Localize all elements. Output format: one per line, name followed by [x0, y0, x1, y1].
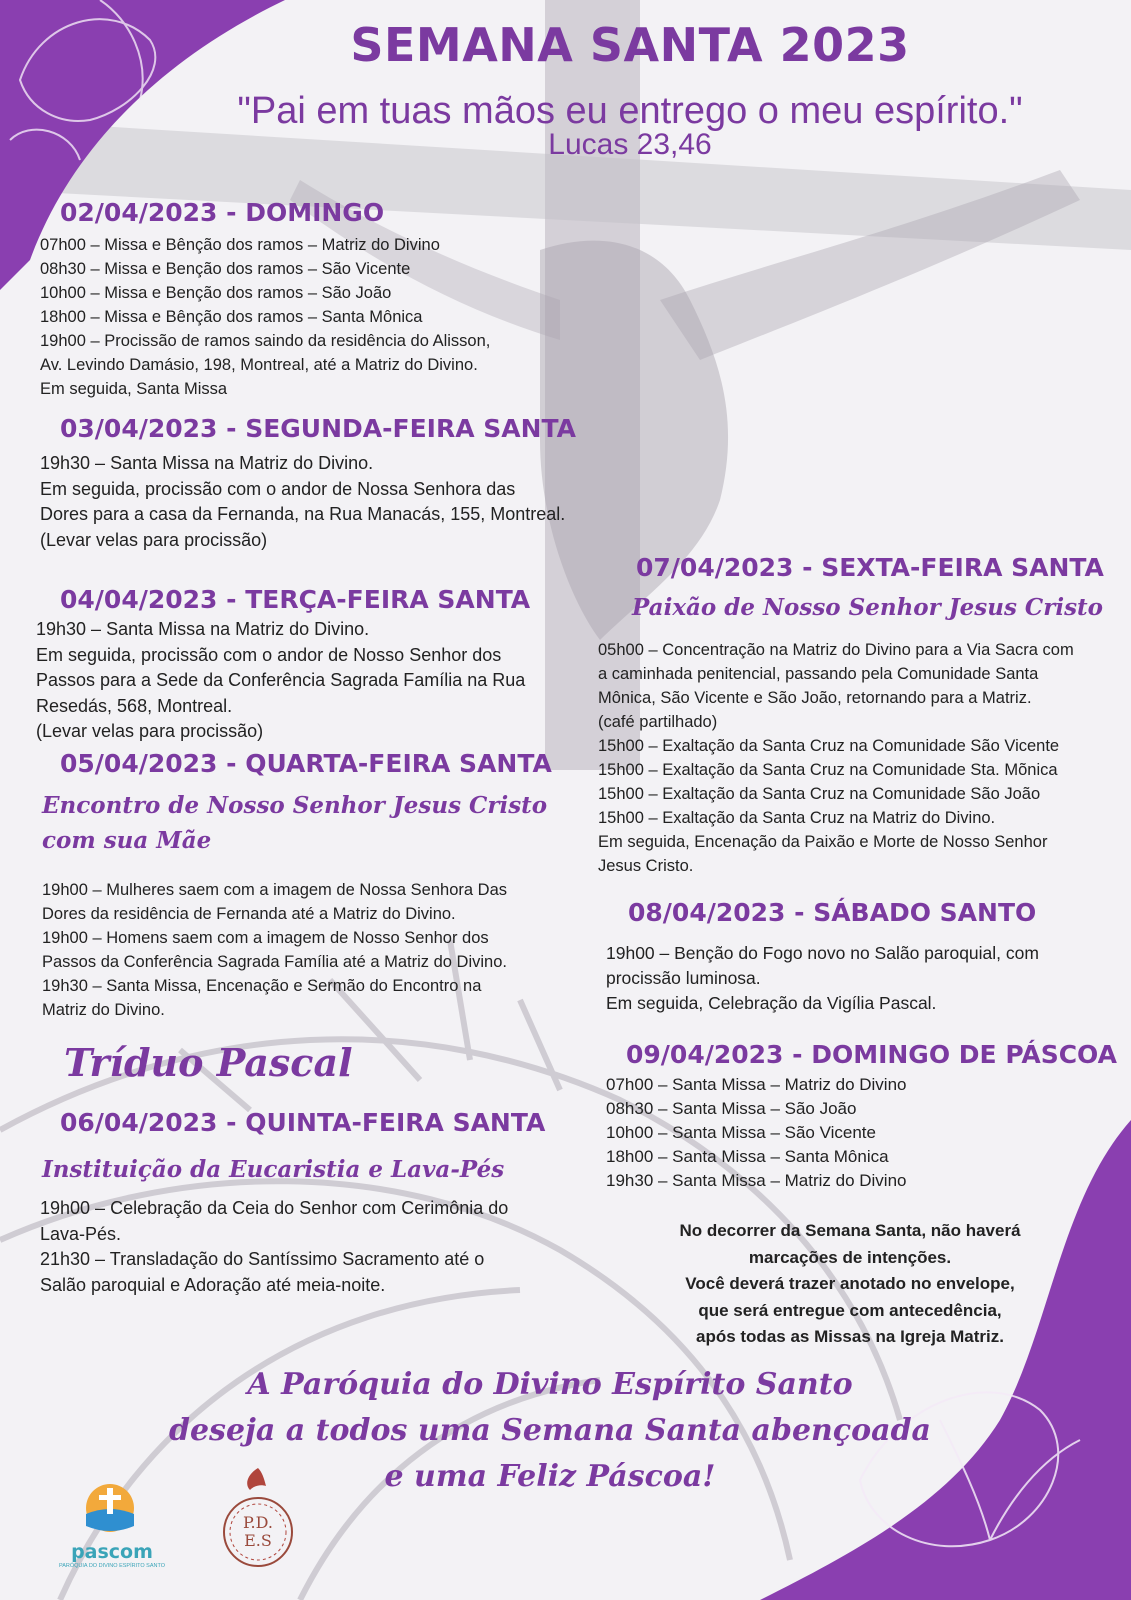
schedule-line: Passos para a Sede da Conferência Sagrada Família na Rua [36, 670, 526, 690]
schedule-line: 18h00 – Santa Missa – Santa Mônica [606, 1147, 889, 1166]
schedule-line: Em seguida, Celebração da Vigília Pascal. [606, 993, 937, 1013]
pascom-name: pascom [71, 1541, 153, 1563]
schedule-line: 15h00 – Exaltação da Santa Cruz na Comunidade Sta. Mõnica [598, 761, 1058, 779]
schedule-line: Em seguida, Santa Missa [40, 380, 228, 398]
schedule-line: Resedás, 568, Montreal. [36, 695, 233, 716]
closing-line: A Paróquia do Divino Espírito Santo [247, 1367, 853, 1402]
schedule-line: Passos da Conferência Sagrada Família até a Matriz do Divino. [42, 953, 507, 971]
schedule-line: 18h00 – Missa e Bênção dos ramos – Santa Mônica [40, 308, 423, 326]
schedule-line: Av. Levindo Damásio, 198, Montreal, até a Matriz do Divino. [40, 356, 478, 374]
schedule-line: Jesus Cristo. [598, 857, 694, 875]
schedule-line: Lava-Pés. [40, 1223, 122, 1244]
schedule-line: (Levar velas para procissão) [36, 721, 264, 741]
schedule-line: Em seguida, procissão com o andor de Nosso Senhor dos [36, 644, 502, 665]
day-schedule-06 [40, 1196, 600, 1298]
scripture-quote: "Pai em tuas mãos eu entrego o meu espírito." [237, 90, 1023, 132]
closing-line: deseja a todos uma Semana Santa abençoada [168, 1413, 931, 1448]
schedule-line: 07h00 – Missa e Bênção dos ramos – Matriz do Divino [40, 236, 440, 254]
schedule-line: 08h30 – Missa e Benção dos ramos – São Vicente [40, 260, 411, 278]
schedule-line: 21h30 – Transladação do Santíssimo Sacramento até o [40, 1249, 485, 1269]
notice-line: após todas as Missas na Igreja Matriz. [695, 1327, 1004, 1346]
notice-line: Você deverá trazer anotado no envelope, [685, 1274, 1015, 1293]
schedule-line: (Levar velas para procissão) [40, 529, 268, 550]
schedule-line: 19h30 – Santa Missa – Matriz do Divino [606, 1171, 907, 1190]
day-schedule-04 [36, 617, 596, 745]
day-subtitle-06: Instituição da Eucaristia e Lava-Pés [42, 1156, 505, 1183]
day-schedule-02 [40, 233, 580, 401]
schedule-line: 19h00 – Celebração da Ceia do Senhor com Cerimônia do [40, 1198, 509, 1218]
schedule-line: (café partilhado) [598, 713, 718, 731]
schedule-line: procissão luminosa. [606, 968, 761, 988]
day-heading-08: 08/04/2023 - SÁBADO SANTO [628, 898, 1037, 927]
schedule-line: 10h00 – Santa Missa – São Vicente [606, 1123, 876, 1142]
schedule-line: 08h30 – Santa Missa – São João [606, 1099, 857, 1118]
day-schedule-08 [606, 941, 1106, 1016]
schedule-line: Matriz do Divino. [42, 1001, 165, 1019]
pdes-monogram [218, 1514, 298, 1550]
schedule-line: Dores da residência de Fernanda até a Matriz do Divino. [42, 905, 456, 923]
day-heading-09: 09/04/2023 - DOMINGO DE PÁSCOA [626, 1040, 1117, 1069]
day-heading-06: 06/04/2023 - QUINTA-FEIRA SANTA [60, 1108, 546, 1137]
day-heading-05: 05/04/2023 - QUARTA-FEIRA SANTA [60, 749, 552, 778]
day-schedule-07 [598, 638, 1118, 878]
day-schedule-09 [606, 1073, 1106, 1193]
schedule-line: 07h00 – Santa Missa – Matriz do Divino [606, 1075, 907, 1094]
day-heading-03: 03/04/2023 - SEGUNDA-FEIRA SANTA [60, 414, 577, 443]
day-subtitle-05-line1: Encontro de Nosso Senhor Jesus Cristo [42, 792, 548, 819]
schedule-line: 19h30 – Santa Missa na Matriz do Divino. [36, 619, 370, 639]
pascom-logo [52, 1478, 172, 1568]
schedule-line: Salão paroquial e Adoração até meia-noite. [40, 1274, 386, 1295]
notice-line: No decorrer da Semana Santa, não haverá [679, 1221, 1021, 1240]
scripture-reference: Lucas 23,46 [548, 128, 712, 161]
schedule-line: 19h00 – Benção do Fogo novo no Salão paroquial, com [606, 943, 1039, 963]
pascom-tagline: PARÓQUIA DO DIVINO ESPÍRITO SANTO [58, 1563, 166, 1569]
day-schedule-05 [42, 878, 602, 1022]
pdes-logo [218, 1462, 298, 1572]
day-heading-07: 07/04/2023 - SEXTA-FEIRA SANTA [636, 553, 1104, 582]
pascom-emblem-icon [52, 1478, 172, 1538]
notice-box [620, 1218, 1080, 1351]
schedule-line: 19h30 – Santa Missa na Matriz do Divino. [40, 453, 374, 473]
schedule-line: 19h30 – Santa Missa, Encenação e Sermão do Encontro na [42, 977, 482, 995]
day-heading-02: 02/04/2023 - DOMINGO [60, 198, 385, 227]
triduo-pascal-heading: Tríduo Pascal [64, 1040, 353, 1085]
day-subtitle-07: Paixão de Nosso Senhor Jesus Cristo [632, 594, 1103, 621]
schedule-line: 19h00 – Homens saem com a imagem de Nosso Senhor dos [42, 929, 489, 947]
schedule-line: 19h00 – Mulheres saem com a imagem de Nossa Senhora Das [42, 881, 507, 899]
schedule-line: Em seguida, Encenação da Paixão e Morte de Nosso Senhor [598, 833, 1048, 851]
schedule-line: 10h00 – Missa e Benção dos ramos – São João [40, 284, 392, 302]
closing-line: e uma Feliz Páscoa! [384, 1459, 716, 1494]
notice-line: que será entregue com antecedência, [698, 1300, 1002, 1320]
schedule-line: 19h00 – Procissão de ramos saindo da residência do Alisson, [40, 332, 491, 350]
schedule-line: 15h00 – Exaltação da Santa Cruz na Matriz do Divino. [598, 809, 996, 827]
schedule-line: 15h00 – Exaltação da Santa Cruz na Comunidade São Vicente [598, 737, 1060, 755]
page-title: SEMANA SANTA 2023 [350, 18, 910, 72]
schedule-line: a caminhada penitencial, passando pela Comunidade Santa [598, 665, 1039, 683]
day-subtitle-05-line2: com sua Mãe [42, 827, 212, 854]
schedule-line: 15h00 – Exaltação da Santa Cruz na Comunidade São João [598, 785, 1041, 803]
pdes-monogram-line: E.S [244, 1531, 272, 1550]
schedule-line: 05h00 – Concentração na Matriz do Divino para a Via Sacra com [598, 641, 1074, 659]
pdes-monogram-line: P.D. [243, 1513, 273, 1532]
schedule-line: Mônica, São Vicente e São João, retornando para a Matriz. [598, 689, 1032, 707]
notice-line: marcações de intenções. [748, 1247, 952, 1267]
day-schedule-03 [40, 451, 640, 553]
schedule-line: Dores para a casa da Fernanda, na Rua Manacás, 155, Montreal. [40, 504, 566, 524]
day-heading-04: 04/04/2023 - TERÇA-FEIRA SANTA [60, 585, 531, 614]
schedule-line: Em seguida, procissão com o andor de Nossa Senhora das [40, 478, 516, 499]
